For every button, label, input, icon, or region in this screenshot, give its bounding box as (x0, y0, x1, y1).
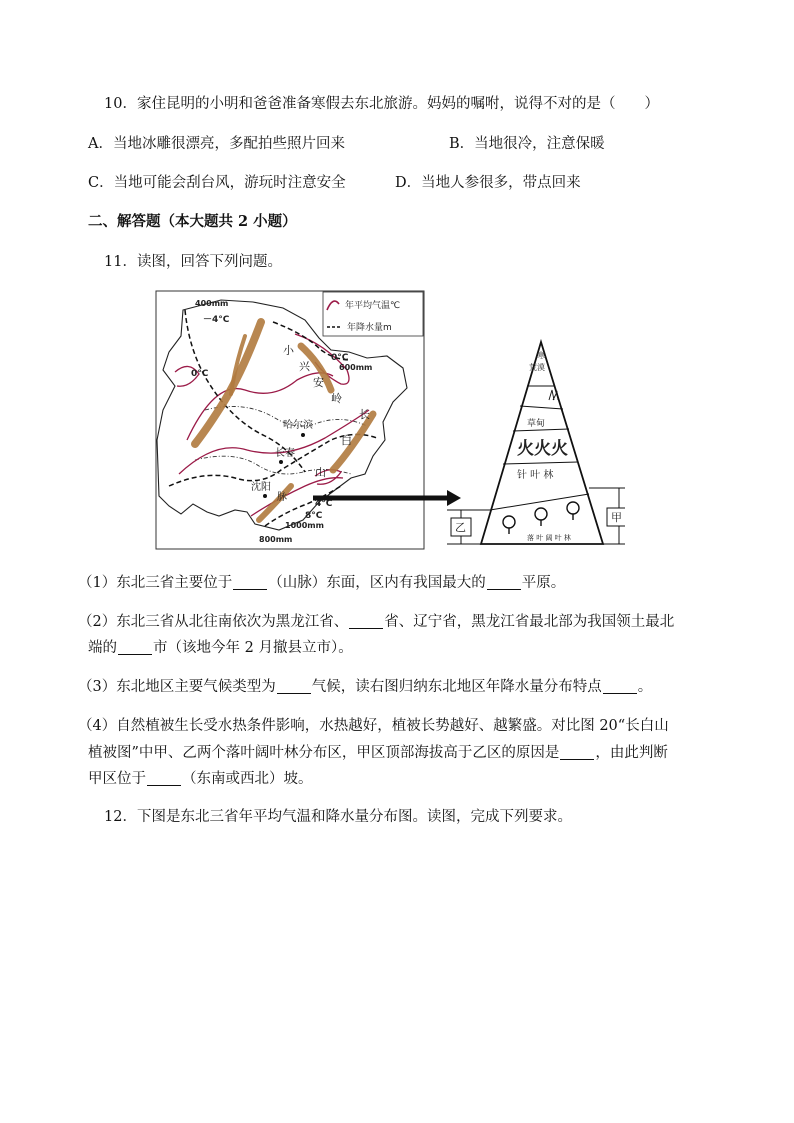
label-0c-left: 0°C (191, 369, 209, 379)
legend-temp: 年平均气温℃ (345, 301, 401, 311)
label-0c-right: 0°C (331, 353, 349, 363)
label-shan: 山 (315, 466, 326, 479)
label-an: 安 (313, 376, 324, 389)
answer-blank-2[interactable] (487, 573, 521, 590)
answer-blank-6[interactable] (603, 677, 637, 694)
legend-rain: 年降水量m (347, 323, 392, 333)
label-xiao: 小 (283, 344, 294, 357)
label-changchun: 长春 (275, 448, 295, 459)
q11-sub3: （3）东北地区主要气候类型为 气候，读右图归纳东北地区年降水量分布特点 。 (78, 679, 653, 695)
answer-blank-1[interactable] (233, 573, 267, 590)
answer-blank-7[interactable] (560, 743, 594, 760)
city-dot-changchun (279, 460, 283, 464)
q11-sub4-line1: （4）自然植被生长受水热条件影响，水热越好，植被长势越好、越繁盛。对比图 20“长白山 (78, 718, 669, 734)
q11-figure (155, 290, 625, 552)
zone-conifer: 针 叶 林 (517, 470, 554, 481)
q10-option-d: D．当地人参很多，带点回来 (395, 175, 581, 191)
label-8c: 8°C (305, 511, 323, 521)
zone-cold-1: 寒 (537, 351, 545, 360)
jia-label: 甲 (611, 511, 622, 524)
label-1000mm: 1000mm (285, 521, 324, 530)
label-shenyang: 沈阳 (251, 482, 271, 493)
q10-option-c: C．当地可能会刮台风，游玩时注意安全 (88, 175, 346, 191)
yi-label: 乙 (455, 521, 466, 534)
q11-sub4-line3: 甲区位于 （东南或西北）坡。 (88, 771, 313, 787)
answer-blank-8[interactable] (147, 769, 181, 786)
zone-meadow: 草甸 (527, 419, 546, 429)
label-ling: 岭 (331, 392, 342, 405)
q12-stem: 12．下图是东北三省年平均气温和降水量分布图。读图，完成下列要求。 (104, 809, 572, 825)
q11-stem: 11．读图，回答下列问题。 (104, 254, 282, 270)
q11-sub1: （1）东北三省主要位于 （山脉）东面，区内有我国最大的 平原。 (78, 575, 566, 591)
label-minus4c: －4°C (203, 315, 230, 325)
section-title: 二、解答题（本大题共 2 小题） (88, 213, 297, 230)
zone-cold-2: 荒漠 (529, 363, 545, 372)
label-4c: 4°C (315, 499, 333, 509)
city-dot-harbin (301, 433, 305, 437)
q11-sub2-line1: （2）东北三省从北往南依次为黑龙江省、 省、辽宁省，黑龙江省最北部为我国领土最北 (78, 614, 675, 630)
answer-blank-3[interactable] (349, 612, 383, 629)
q10-option-b: B．当地很冷，注意保暖 (449, 136, 605, 152)
label-bai: 白 (341, 434, 352, 447)
q11-sub4-line2: 植被图”中甲、乙两个落叶阔叶林分布区，甲区顶部海拔高于乙区的原因是 ，由此判断 (88, 745, 668, 761)
pointer-arrow-head (447, 490, 461, 506)
label-800mm: 800mm (259, 535, 293, 544)
label-mai: 脉 (277, 492, 287, 503)
zone-broadleaf: 落 叶 阔 叶 林 (527, 534, 571, 542)
label-harbin: 哈尔滨 (283, 420, 313, 431)
answer-blank-5[interactable] (277, 677, 311, 694)
city-dot-shenyang (263, 494, 267, 498)
mountain-vegetation-diagram (447, 342, 625, 544)
label-600mm: 600mm (339, 363, 373, 372)
q10-option-a: A．当地冰雕很漂亮，多配拍些照片回来 (88, 136, 345, 152)
label-chang-right: 长 (359, 408, 370, 421)
label-xing: 兴 (299, 360, 310, 373)
q10-stem: 10．家住昆明的小明和爸爸准备寒假去东北旅游。妈妈的嘱咐，说得不对的是（ ） (104, 96, 659, 112)
answer-blank-4[interactable] (118, 638, 152, 655)
q11-sub2-line2: 端的 市（该地今年 2 月撤县立市）。 (88, 640, 353, 656)
label-400mm: 400mm (195, 299, 229, 308)
conifer-tree-icons: ⽕⽕⽕ (517, 439, 568, 459)
